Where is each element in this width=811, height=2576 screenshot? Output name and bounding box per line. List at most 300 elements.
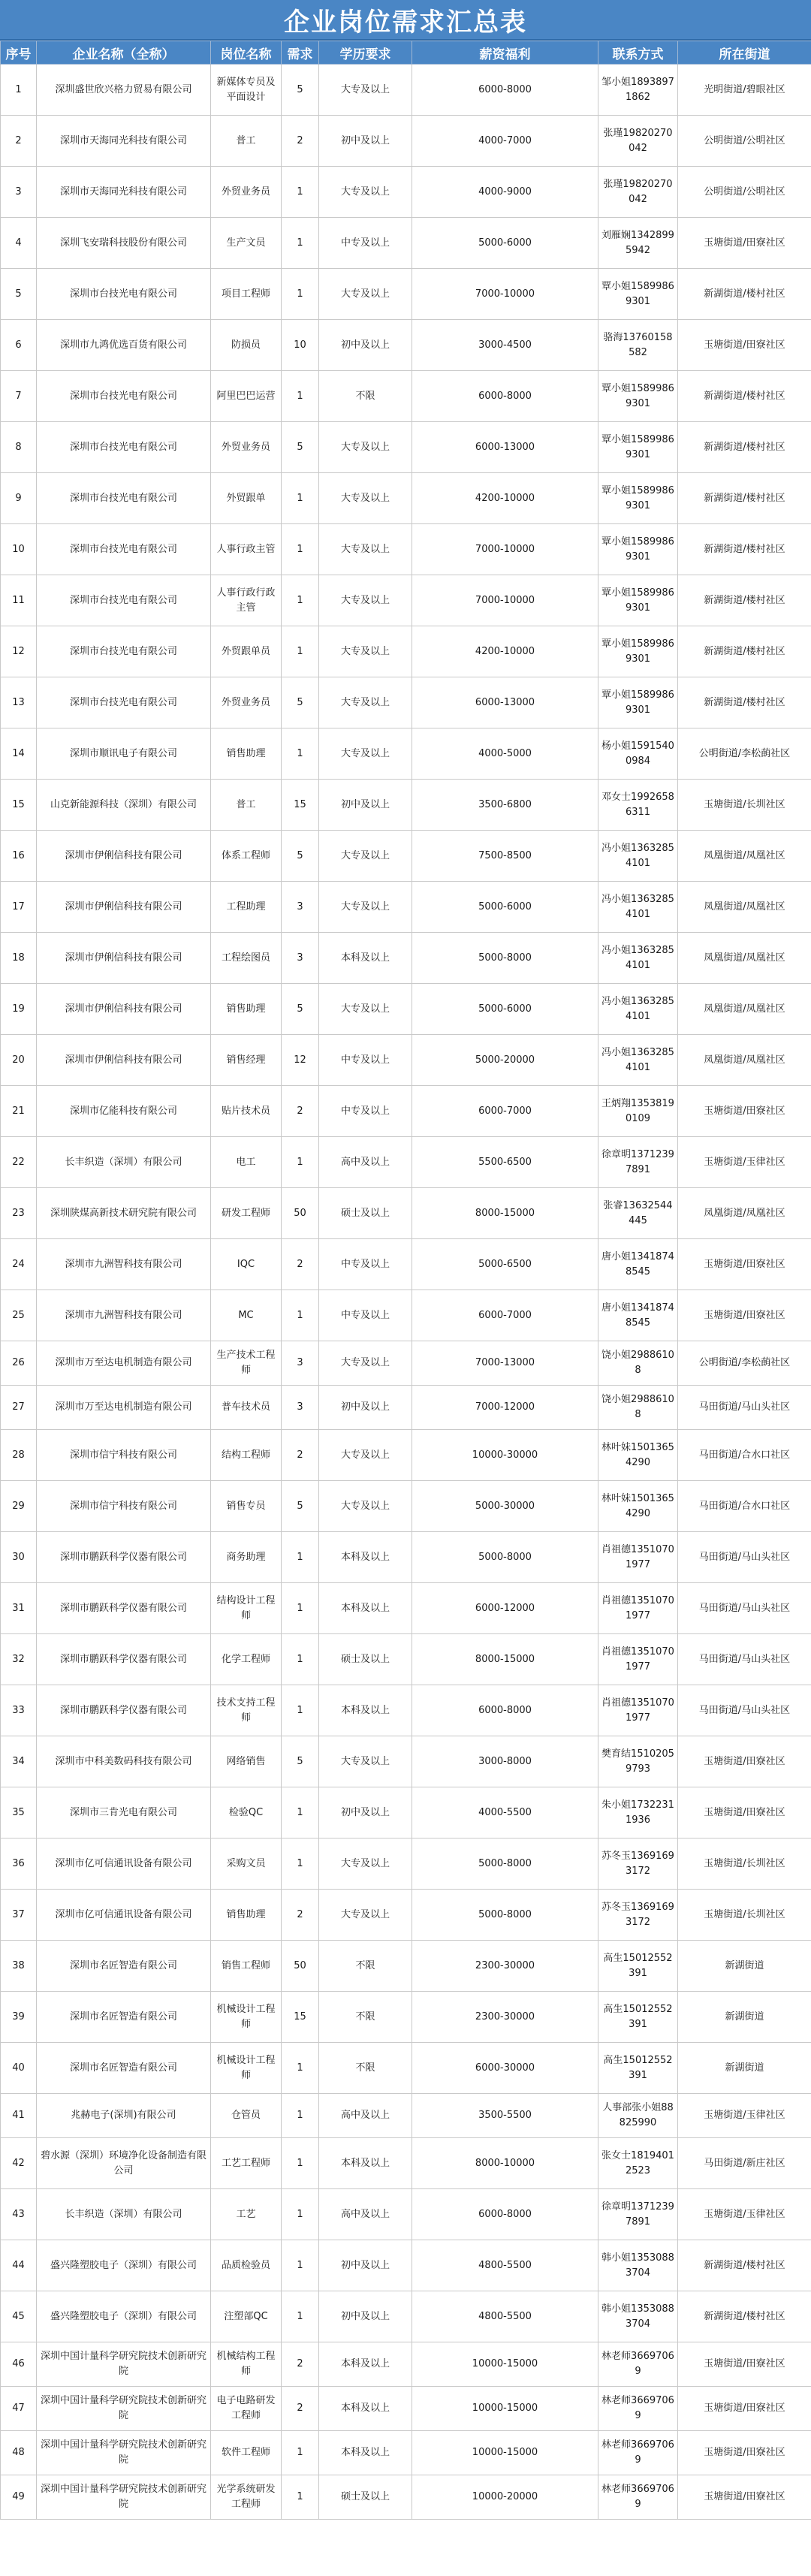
cell-company: 深圳市信宁科技有限公司 [37, 1481, 211, 1532]
cell-salary: 4800-5500 [412, 2291, 598, 2342]
cell-salary: 6000-30000 [412, 2043, 598, 2094]
cell-company: 深圳中国计量科学研究院技术创新研究院 [37, 2387, 211, 2431]
table-row [1, 2094, 811, 2138]
cell-salary: 3500-6800 [412, 780, 598, 831]
cell-position: 外贸跟单 [211, 473, 282, 524]
cell-position: 新媒体专员及平面设计 [211, 65, 282, 116]
cell-no: 23 [1, 1188, 37, 1239]
table-row [1, 116, 811, 167]
cell-no: 44 [1, 2240, 37, 2291]
cell-company: 深圳市九鸿优选百货有限公司 [37, 320, 211, 371]
table-row [1, 1430, 811, 1481]
cell-count: 2 [282, 2387, 319, 2431]
cell-education: 中专及以上 [319, 1290, 412, 1341]
cell-count: 1 [282, 1290, 319, 1341]
table-row [1, 677, 811, 728]
cell-street: 马田街道/合水口社区 [678, 1430, 811, 1481]
cell-company: 深圳陕煤高新技术研究院有限公司 [37, 1188, 211, 1239]
cell-position: 机械结构工程师 [211, 2342, 282, 2387]
cell-salary: 10000-15000 [412, 2431, 598, 2475]
cell-no: 47 [1, 2387, 37, 2431]
cell-street: 凤凰街道/凤凰社区 [678, 882, 811, 933]
cell-contact: 林老师36697069 [598, 2475, 678, 2520]
table-row [1, 831, 811, 882]
table-row [1, 422, 811, 473]
cell-contact: 冯小姐13632854101 [598, 1035, 678, 1086]
cell-company: 深圳市万至达电机制造有限公司 [37, 1386, 211, 1430]
cell-no: 18 [1, 933, 37, 984]
table-row [1, 1583, 811, 1634]
table-row [1, 1386, 811, 1430]
cell-count: 1 [282, 2291, 319, 2342]
cell-contact: 冯小姐13632854101 [598, 831, 678, 882]
cell-street: 新湖街道/楼村社区 [678, 626, 811, 677]
cell-no: 40 [1, 2043, 37, 2094]
cell-no: 43 [1, 2189, 37, 2240]
cell-street: 公明街道/公明社区 [678, 167, 811, 218]
cell-no: 22 [1, 1137, 37, 1188]
cell-no: 20 [1, 1035, 37, 1086]
cell-street: 凤凰街道/凤凰社区 [678, 933, 811, 984]
cell-salary: 5000-8000 [412, 1532, 598, 1583]
cell-contact: 肖祖德13510701977 [598, 1583, 678, 1634]
table-row [1, 1787, 811, 1838]
cell-position: 仓管员 [211, 2094, 282, 2138]
table-row [1, 1736, 811, 1787]
cell-count: 50 [282, 1188, 319, 1239]
cell-salary: 3000-4500 [412, 320, 598, 371]
cell-no: 36 [1, 1838, 37, 1890]
cell-education: 大专及以上 [319, 626, 412, 677]
cell-position: 机械设计工程师 [211, 2043, 282, 2094]
cell-no: 30 [1, 1532, 37, 1583]
cell-contact: 肖祖德13510701977 [598, 1532, 678, 1583]
cell-education: 本科及以上 [319, 1685, 412, 1736]
cell-company: 深圳市台技光电有限公司 [37, 422, 211, 473]
table-row [1, 2387, 811, 2431]
table-row [1, 1532, 811, 1583]
cell-contact: 唐小姐13418748545 [598, 1239, 678, 1290]
cell-company: 深圳市伊俐信科技有限公司 [37, 882, 211, 933]
cell-contact: 林老师36697069 [598, 2342, 678, 2387]
cell-count: 1 [282, 473, 319, 524]
table-row [1, 1481, 811, 1532]
cell-contact: 覃小姐15899869301 [598, 575, 678, 626]
cell-position: 人事行政行政主管 [211, 575, 282, 626]
cell-position: 外贸业务员 [211, 677, 282, 728]
cell-education: 大专及以上 [319, 1341, 412, 1386]
cell-position: 采购文员 [211, 1838, 282, 1890]
cell-count: 2 [282, 116, 319, 167]
job-table [0, 41, 811, 2520]
cell-education: 大专及以上 [319, 1736, 412, 1787]
cell-position: 贴片技术员 [211, 1086, 282, 1137]
cell-no: 11 [1, 575, 37, 626]
cell-contact: 苏冬玉13691693172 [598, 1838, 678, 1890]
cell-education: 大专及以上 [319, 1430, 412, 1481]
cell-count: 2 [282, 1430, 319, 1481]
cell-company: 深圳市天海同光科技有限公司 [37, 167, 211, 218]
cell-contact: 徐章明13712397891 [598, 1137, 678, 1188]
cell-street: 新湖街道 [678, 2043, 811, 2094]
cell-count: 1 [282, 575, 319, 626]
cell-contact: 高生15012552391 [598, 1941, 678, 1992]
table-row [1, 1685, 811, 1736]
cell-education: 大专及以上 [319, 1890, 412, 1941]
table-row [1, 984, 811, 1035]
cell-position: 工艺工程师 [211, 2138, 282, 2189]
cell-salary: 8000-15000 [412, 1634, 598, 1685]
cell-contact: 徐章明13712397891 [598, 2189, 678, 2240]
cell-salary: 2300-30000 [412, 1992, 598, 2043]
cell-street: 玉塘街道/长圳社区 [678, 780, 811, 831]
cell-street: 新湖街道/楼村社区 [678, 473, 811, 524]
table-row [1, 882, 811, 933]
cell-contact: 王炳翔13538190109 [598, 1086, 678, 1137]
cell-salary: 6000-7000 [412, 1086, 598, 1137]
cell-position: 外贸业务员 [211, 167, 282, 218]
cell-company: 碧水源（深圳）环境净化设备制造有限公司 [37, 2138, 211, 2189]
cell-count: 1 [282, 371, 319, 422]
cell-company: 深圳市伊俐信科技有限公司 [37, 933, 211, 984]
cell-count: 50 [282, 1941, 319, 1992]
cell-company: 盛兴隆塑胶电子（深圳）有限公司 [37, 2240, 211, 2291]
cell-street: 光明街道/碧眼社区 [678, 65, 811, 116]
col-header-education: 学历要求 [319, 41, 412, 65]
cell-contact: 张瑾19820270042 [598, 116, 678, 167]
cell-education: 大专及以上 [319, 1481, 412, 1532]
cell-count: 1 [282, 269, 319, 320]
cell-no: 32 [1, 1634, 37, 1685]
cell-contact: 朱小姐17322311936 [598, 1787, 678, 1838]
cell-street: 凤凰街道/凤凰社区 [678, 831, 811, 882]
cell-street: 玉塘街道/田寮社区 [678, 218, 811, 269]
cell-street: 玉塘街道/田寮社区 [678, 2342, 811, 2387]
cell-company: 深圳市中科美数码科技有限公司 [37, 1736, 211, 1787]
cell-no: 29 [1, 1481, 37, 1532]
cell-street: 新湖街道/楼村社区 [678, 2291, 811, 2342]
table-row [1, 2189, 811, 2240]
cell-company: 深圳盛世欣兴格力贸易有限公司 [37, 65, 211, 116]
cell-position: MC [211, 1290, 282, 1341]
cell-count: 3 [282, 1386, 319, 1430]
cell-company: 深圳市亿可信通讯设备有限公司 [37, 1838, 211, 1890]
cell-position: 销售经理 [211, 1035, 282, 1086]
cell-street: 玉塘街道/田寮社区 [678, 1239, 811, 1290]
cell-position: 人事行政主管 [211, 524, 282, 575]
cell-street: 新湖街道 [678, 1992, 811, 2043]
table-row [1, 1188, 811, 1239]
cell-salary: 5000-8000 [412, 1838, 598, 1890]
cell-company: 深圳市名匠智造有限公司 [37, 1941, 211, 1992]
table-row [1, 2138, 811, 2189]
cell-no: 10 [1, 524, 37, 575]
cell-company: 深圳市台技光电有限公司 [37, 575, 211, 626]
cell-salary: 7000-10000 [412, 524, 598, 575]
cell-count: 1 [282, 2189, 319, 2240]
cell-contact: 饶小姐29886108 [598, 1386, 678, 1430]
cell-contact: 刘雁娴13428995942 [598, 218, 678, 269]
col-header-salary: 薪资福利 [412, 41, 598, 65]
cell-education: 本科及以上 [319, 2342, 412, 2387]
cell-no: 8 [1, 422, 37, 473]
cell-salary: 4200-10000 [412, 626, 598, 677]
cell-contact: 冯小姐13632854101 [598, 984, 678, 1035]
cell-position: 结构工程师 [211, 1430, 282, 1481]
cell-company: 深圳飞安瑞科技股份有限公司 [37, 218, 211, 269]
cell-education: 初中及以上 [319, 780, 412, 831]
cell-position: 工程助理 [211, 882, 282, 933]
cell-education: 大专及以上 [319, 882, 412, 933]
cell-education: 中专及以上 [319, 1239, 412, 1290]
cell-education: 不限 [319, 371, 412, 422]
cell-street: 马田街道/马山头社区 [678, 1386, 811, 1430]
cell-education: 大专及以上 [319, 728, 412, 780]
cell-company: 深圳市顺讯电子有限公司 [37, 728, 211, 780]
cell-position: 注塑部QC [211, 2291, 282, 2342]
cell-contact: 冯小姐13632854101 [598, 933, 678, 984]
col-header-street: 所在街道 [678, 41, 811, 65]
cell-position: 防损员 [211, 320, 282, 371]
cell-no: 33 [1, 1685, 37, 1736]
cell-contact: 韩小姐13530883704 [598, 2291, 678, 2342]
cell-no: 7 [1, 371, 37, 422]
cell-count: 2 [282, 1239, 319, 1290]
cell-no: 17 [1, 882, 37, 933]
cell-position: 销售助理 [211, 984, 282, 1035]
cell-position: 结构设计工程师 [211, 1583, 282, 1634]
table-body [1, 65, 811, 2520]
cell-contact: 邹小姐18938971862 [598, 65, 678, 116]
cell-education: 初中及以上 [319, 2240, 412, 2291]
cell-company: 深圳市台技光电有限公司 [37, 269, 211, 320]
cell-no: 6 [1, 320, 37, 371]
cell-education: 大专及以上 [319, 269, 412, 320]
cell-company: 深圳市亿能科技有限公司 [37, 1086, 211, 1137]
cell-salary: 5000-8000 [412, 1890, 598, 1941]
cell-street: 马田街道/马山头社区 [678, 1583, 811, 1634]
cell-position: 销售工程师 [211, 1941, 282, 1992]
cell-position: 电子电路研发工程师 [211, 2387, 282, 2431]
cell-street: 玉塘街道/长圳社区 [678, 1890, 811, 1941]
cell-education: 中专及以上 [319, 1086, 412, 1137]
cell-count: 5 [282, 677, 319, 728]
cell-count: 1 [282, 2094, 319, 2138]
cell-salary: 10000-15000 [412, 2342, 598, 2387]
cell-salary: 5000-6000 [412, 218, 598, 269]
cell-no: 35 [1, 1787, 37, 1838]
cell-no: 15 [1, 780, 37, 831]
col-header-count: 需求 [282, 41, 319, 65]
cell-street: 马田街道/马山头社区 [678, 1685, 811, 1736]
cell-count: 3 [282, 882, 319, 933]
cell-company: 深圳市台技光电有限公司 [37, 677, 211, 728]
cell-count: 5 [282, 65, 319, 116]
table-row [1, 1890, 811, 1941]
cell-salary: 5000-8000 [412, 933, 598, 984]
cell-education: 高中及以上 [319, 2094, 412, 2138]
cell-street: 玉塘街道/田寮社区 [678, 2475, 811, 2520]
cell-company: 深圳市信宁科技有限公司 [37, 1430, 211, 1481]
cell-contact: 肖祖德13510701977 [598, 1634, 678, 1685]
cell-no: 37 [1, 1890, 37, 1941]
cell-position: 阿里巴巴运营 [211, 371, 282, 422]
cell-count: 1 [282, 1787, 319, 1838]
cell-salary: 3500-5500 [412, 2094, 598, 2138]
cell-position: 研发工程师 [211, 1188, 282, 1239]
cell-position: 电工 [211, 1137, 282, 1188]
cell-education: 初中及以上 [319, 1787, 412, 1838]
cell-street: 玉塘街道/长圳社区 [678, 1838, 811, 1890]
cell-no: 1 [1, 65, 37, 116]
cell-company: 深圳市鹏跃科学仪器有限公司 [37, 1685, 211, 1736]
cell-no: 42 [1, 2138, 37, 2189]
table-row [1, 371, 811, 422]
cell-contact: 林老师36697069 [598, 2431, 678, 2475]
cell-contact: 张睿13632544445 [598, 1188, 678, 1239]
cell-street: 马田街道/新庄社区 [678, 2138, 811, 2189]
cell-education: 大专及以上 [319, 422, 412, 473]
cell-no: 49 [1, 2475, 37, 2520]
cell-street: 玉塘街道/玉律社区 [678, 2189, 811, 2240]
table-row [1, 2431, 811, 2475]
cell-street: 新湖街道/楼村社区 [678, 422, 811, 473]
cell-position: 光学系统研发工程师 [211, 2475, 282, 2520]
cell-company: 深圳市鹏跃科学仪器有限公司 [37, 1532, 211, 1583]
cell-no: 14 [1, 728, 37, 780]
table-row [1, 780, 811, 831]
cell-position: 体系工程师 [211, 831, 282, 882]
cell-salary: 10000-30000 [412, 1430, 598, 1481]
cell-contact: 杨小姐15915400984 [598, 728, 678, 780]
cell-count: 1 [282, 626, 319, 677]
cell-company: 深圳市伊俐信科技有限公司 [37, 984, 211, 1035]
cell-education: 硕士及以上 [319, 1634, 412, 1685]
table-row [1, 1992, 811, 2043]
cell-street: 马田街道/合水口社区 [678, 1481, 811, 1532]
table-row [1, 65, 811, 116]
cell-company: 兆赫电子(深圳)有限公司 [37, 2094, 211, 2138]
cell-contact: 肖祖德13510701977 [598, 1685, 678, 1736]
cell-position: 网络销售 [211, 1736, 282, 1787]
cell-count: 2 [282, 2342, 319, 2387]
cell-contact: 高生15012552391 [598, 1992, 678, 2043]
table-row [1, 524, 811, 575]
cell-education: 大专及以上 [319, 65, 412, 116]
cell-count: 1 [282, 1137, 319, 1188]
cell-education: 高中及以上 [319, 1137, 412, 1188]
cell-salary: 4000-7000 [412, 116, 598, 167]
cell-count: 1 [282, 1685, 319, 1736]
cell-street: 玉塘街道/田寮社区 [678, 320, 811, 371]
cell-position: 化学工程师 [211, 1634, 282, 1685]
cell-position: 工艺 [211, 2189, 282, 2240]
cell-street: 凤凰街道/凤凰社区 [678, 1188, 811, 1239]
cell-salary: 7000-10000 [412, 269, 598, 320]
cell-count: 1 [282, 728, 319, 780]
cell-salary: 7000-12000 [412, 1386, 598, 1430]
cell-count: 1 [282, 1838, 319, 1890]
cell-company: 山克新能源科技（深圳）有限公司 [37, 780, 211, 831]
cell-no: 3 [1, 167, 37, 218]
cell-contact: 冯小姐13632854101 [598, 882, 678, 933]
cell-street: 玉塘街道/田寮社区 [678, 1736, 811, 1787]
cell-position: 普工 [211, 780, 282, 831]
cell-salary: 5000-30000 [412, 1481, 598, 1532]
cell-street: 马田街道/马山头社区 [678, 1532, 811, 1583]
cell-no: 31 [1, 1583, 37, 1634]
cell-position: IQC [211, 1239, 282, 1290]
cell-count: 3 [282, 933, 319, 984]
cell-company: 深圳市九洲智科技有限公司 [37, 1239, 211, 1290]
table-row [1, 2342, 811, 2387]
cell-company: 长丰织造（深圳）有限公司 [37, 1137, 211, 1188]
cell-street: 玉塘街道/田寮社区 [678, 1086, 811, 1137]
cell-education: 大专及以上 [319, 524, 412, 575]
cell-education: 大专及以上 [319, 677, 412, 728]
cell-company: 盛兴隆塑胶电子（深圳）有限公司 [37, 2291, 211, 2342]
cell-company: 深圳市九洲智科技有限公司 [37, 1290, 211, 1341]
cell-count: 1 [282, 1583, 319, 1634]
cell-count: 10 [282, 320, 319, 371]
cell-education: 本科及以上 [319, 933, 412, 984]
cell-education: 初中及以上 [319, 2291, 412, 2342]
cell-count: 2 [282, 1086, 319, 1137]
cell-count: 3 [282, 1341, 319, 1386]
cell-count: 1 [282, 167, 319, 218]
cell-salary: 6000-13000 [412, 677, 598, 728]
cell-contact: 人事部张小姐88825990 [598, 2094, 678, 2138]
table-row [1, 1086, 811, 1137]
table-row [1, 1341, 811, 1386]
cell-count: 2 [282, 1890, 319, 1941]
cell-position: 检验QC [211, 1787, 282, 1838]
cell-position: 外贸业务员 [211, 422, 282, 473]
cell-salary: 5000-6000 [412, 984, 598, 1035]
cell-contact: 覃小姐15899869301 [598, 473, 678, 524]
cell-count: 1 [282, 1532, 319, 1583]
cell-salary: 4800-5500 [412, 2240, 598, 2291]
cell-position: 生产文员 [211, 218, 282, 269]
cell-education: 硕士及以上 [319, 1188, 412, 1239]
table-row [1, 1035, 811, 1086]
cell-salary: 2300-30000 [412, 1941, 598, 1992]
cell-company: 深圳市台技光电有限公司 [37, 626, 211, 677]
cell-position: 项目工程师 [211, 269, 282, 320]
cell-company: 深圳市名匠智造有限公司 [37, 2043, 211, 2094]
col-header-company: 企业名称（全称） [37, 41, 211, 65]
cell-company: 深圳中国计量科学研究院技术创新研究院 [37, 2342, 211, 2387]
cell-contact: 林叶妹15013654290 [598, 1430, 678, 1481]
cell-street: 玉塘街道/田寮社区 [678, 1290, 811, 1341]
cell-contact: 覃小姐15899869301 [598, 524, 678, 575]
cell-contact: 邓女士19926586311 [598, 780, 678, 831]
table-row [1, 1634, 811, 1685]
sheet-title: 企业岗位需求汇总表 [0, 0, 811, 41]
cell-education: 大专及以上 [319, 473, 412, 524]
cell-contact: 骆海13760158582 [598, 320, 678, 371]
table-row [1, 626, 811, 677]
cell-street: 公明街道/李松蓢社区 [678, 728, 811, 780]
cell-company: 深圳市台技光电有限公司 [37, 524, 211, 575]
col-header-position: 岗位名称 [211, 41, 282, 65]
table-row [1, 473, 811, 524]
cell-no: 21 [1, 1086, 37, 1137]
cell-company: 长丰织造（深圳）有限公司 [37, 2189, 211, 2240]
cell-count: 1 [282, 1634, 319, 1685]
cell-position: 普工 [211, 116, 282, 167]
cell-no: 19 [1, 984, 37, 1035]
